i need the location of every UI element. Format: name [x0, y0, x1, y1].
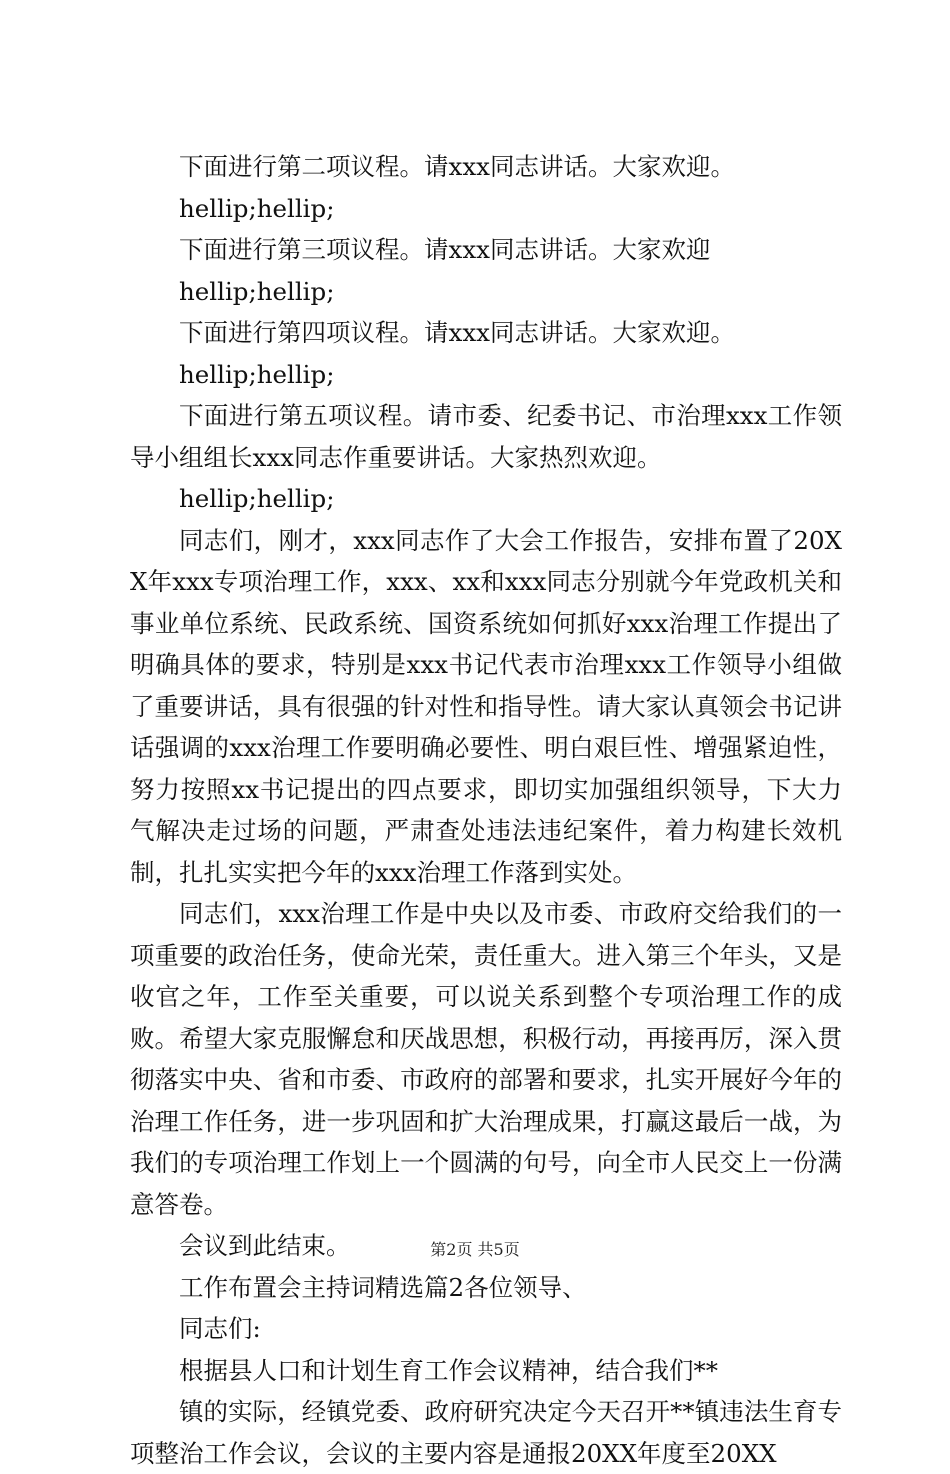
paragraph-ellipsis-2: hellip;hellip;	[179, 276, 335, 306]
paragraph-ellipsis-4: hellip;hellip;	[179, 484, 335, 513]
paragraph-agenda-2: 下面进行第二项议程。请xxx同志讲话。大家欢迎。	[179, 152, 735, 181]
paragraph-intro: 根据县人口和计划生育工作会议精神，结合我们**	[179, 1355, 718, 1385]
paragraph-agenda-3: 下面进行第三项议程。请xxx同志讲话。大家欢迎	[179, 235, 711, 264]
paragraph-meeting-content: 镇的实际，经镇党委、政府研究决定今天召开**镇违法生育专项整治工作会议，会议的主要内容是通报20XX年度至20XX	[130, 1397, 842, 1468]
paragraph-mission: 同志们，xxx治理工作是中央以及市委、市政府交给我们的一项重要的政治任务，使命光荣，责任重大。进入第三个年头，又是收官之年，工作至关重要，可以说关系到整个专项治理工作的成败。希望大家克服懈怠和厌战思想，积极行动，再接再厉，深入贯彻落实中央、省和市委、市政府的部署和要求，扎实开展好今年的治理工作任务，进一步巩固和扩大治理成果，打赢这最后一战，为我们的专项治理工作划上一个圆满的句号，向全市人民交上一份满意答卷。	[130, 899, 842, 1219]
paragraph-agenda-5: 下面进行第五项议程。请市委、纪委书记、市治理xxx工作领导小组组长xxx同志作重要讲话。大家热烈欢迎。	[130, 401, 842, 472]
paragraph-ellipsis-1: hellip;hellip;	[179, 193, 335, 223]
paragraph-salutation: 同志们:	[179, 1314, 261, 1343]
paragraph-section-title: 工作布置会主持词精选篇2各位领导、	[179, 1272, 587, 1302]
paragraph-summary: 同志们，刚才，xxx同志作了大会工作报告，安排布置了20XX年xxx专项治理工作，xxx、xx和xxx同志分别就今年党政机关和事业单位系统、民政系统、国资系统如何抓好xxx治理工作提出了明确具体的要求，特别是xxx书记代表市治理xxx工作领导小组做了重要讲话，具有很强的针对性和指导性。请大家认真领会书记讲话强调的xxx治理工作要明确必要性、明白艰巨性、增强紧迫性，努力按照xx书记提出的四点要求，即切实加强组织领导，下大力气解决走过场的问题，严肃查处违法违纪案件，着力构建长效机制，扎扎实实把今年的xxx治理工作落到实处。	[130, 525, 842, 887]
paragraph-ellipsis-3: hellip;hellip;	[179, 359, 335, 389]
paragraph-agenda-4: 下面进行第四项议程。请xxx同志讲话。大家欢迎。	[179, 318, 735, 347]
document-body	[130, 146, 842, 1474]
paragraph-closing: 会议到此结束。	[179, 1231, 351, 1260]
page-footer: 第2页 共5页	[430, 1240, 520, 1259]
